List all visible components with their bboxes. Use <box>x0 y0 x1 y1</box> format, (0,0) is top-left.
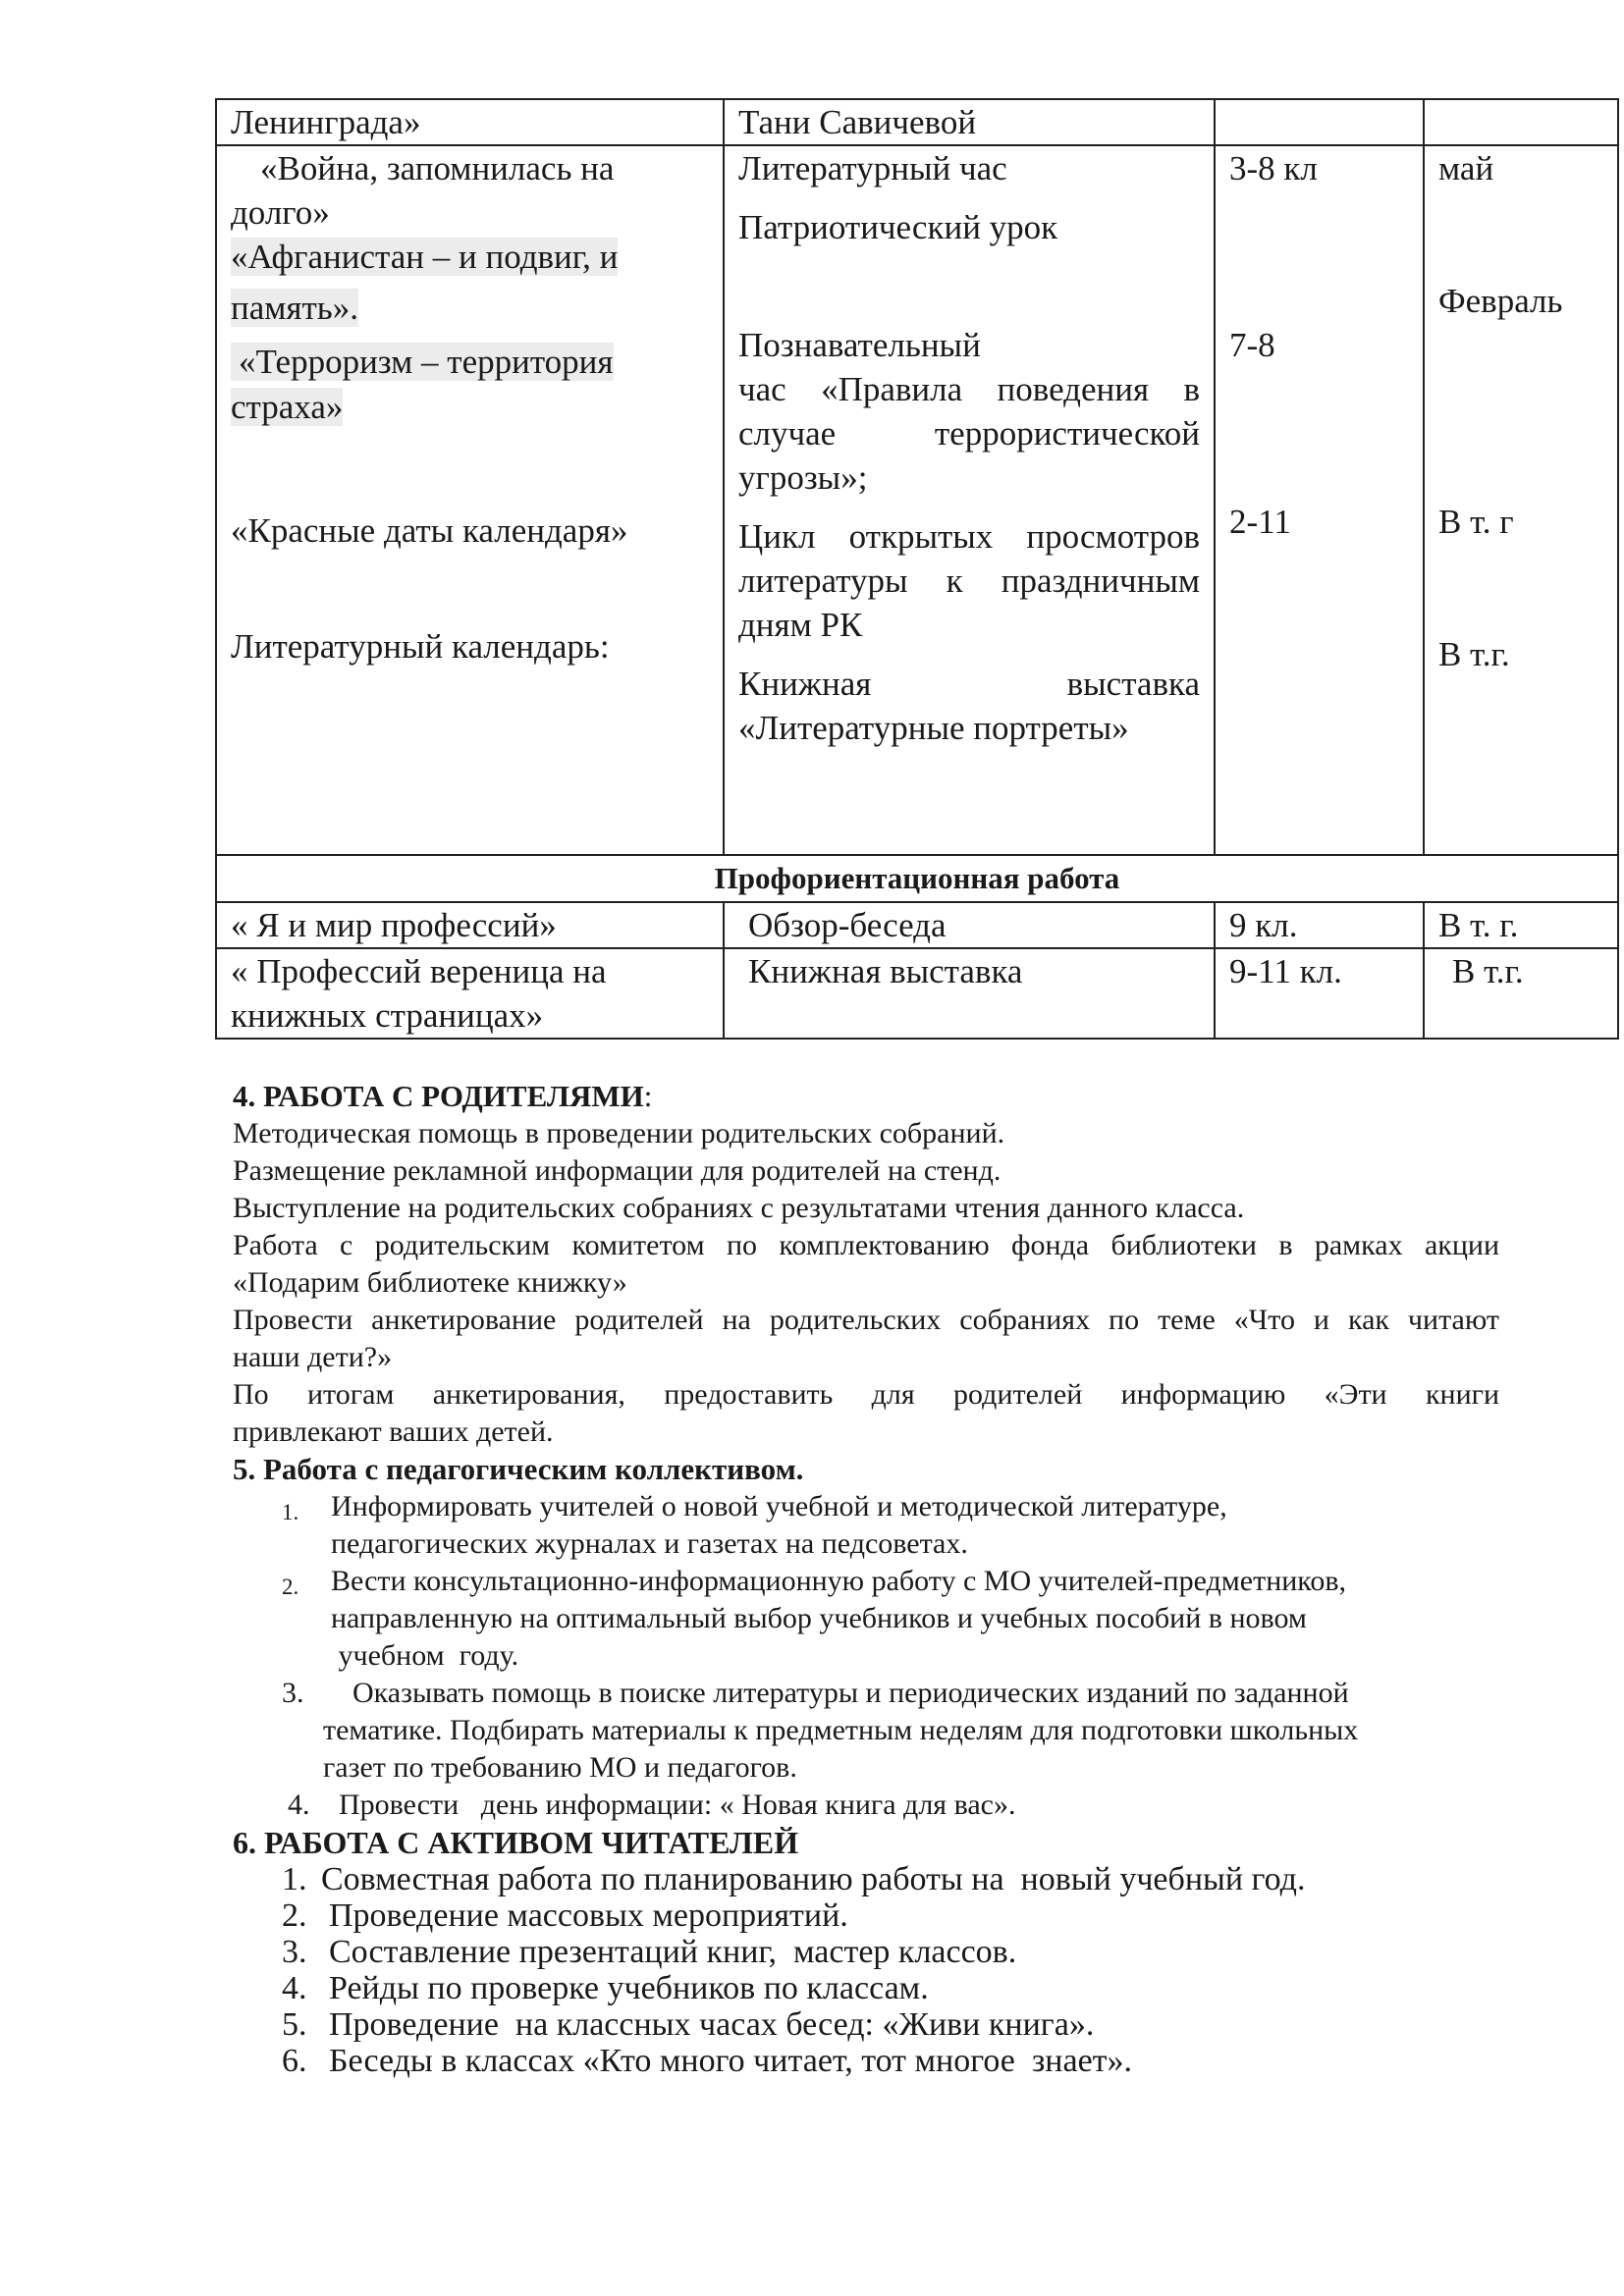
date-during-year-2: В т.г. <box>1438 635 1510 673</box>
list-item: 3. Составление презентаций книг, мастер классов. <box>282 1934 1017 1970</box>
section-row <box>216 855 1618 902</box>
paragraph-line: Провести анкетирование родителей на родительских собраниях по теме «Что и как читают <box>233 1304 1499 1336</box>
table-cell: В т. г. <box>1424 902 1618 948</box>
form-book-exhibition: Книжная выставка <box>738 665 1200 703</box>
section-heading: 5. Работа с педагогическим коллективом. <box>233 1452 804 1486</box>
list-item: 2. Проведение массовых мероприятий. <box>282 1897 848 1934</box>
table-cell: Обзор-беседа <box>724 902 1215 948</box>
event-terrorism-cont: страха» <box>231 388 344 426</box>
date-during-year: В т. г <box>1438 503 1514 541</box>
paragraph-line: Методическая помощь в проведении родительских собраний. <box>233 1117 1005 1149</box>
table-row <box>216 902 1618 948</box>
form-rules: час «Правила поведения в <box>738 370 1200 408</box>
event-afghanistan-cont: память». <box>231 289 359 327</box>
table-row <box>216 145 1618 855</box>
paragraph-line: «Подарим библиотеке книжку» <box>233 1266 627 1299</box>
form-patriotic-lesson: Патриотический урок <box>738 208 1058 246</box>
section-parents <box>233 1078 1499 2079</box>
plan-table <box>215 98 1619 1040</box>
list-item: 3. Оказывать помощь в поиске литературы и периодических изданий по заданной тематике. Подбирать материалы к предметным неделям для подготовки школьных газет по требованию МО и педагогов. <box>282 1677 1359 1784</box>
list-item: 5. Проведение на классных часах бесед: «Живи книга». <box>282 2006 1095 2043</box>
paragraph-line: привлекают ваших детей. <box>233 1415 554 1448</box>
table-cell: В т.г. <box>1424 948 1618 1039</box>
list-item: 1. Совместная работа по планированию работы на новый учебный год. <box>282 1861 1306 1897</box>
events-cell <box>216 145 724 855</box>
table-cell <box>1215 99 1424 145</box>
table-cell: « Профессий вереница на книжных страницах» <box>216 948 724 1039</box>
date-february: Февраль <box>1438 282 1563 320</box>
section-heading: 6. РАБОТА С АКТИВОМ ЧИТАТЕЛЕЙ <box>233 1825 799 1860</box>
paragraph-line: Работа с родительским комитетом по комплектованию фонда библиотеки в рамках акции <box>233 1229 1499 1261</box>
event-red-dates: «Красные даты календаря» <box>231 511 628 550</box>
list-item: 2. Вести консультационно-информационную работу с МО учителей-предметников, направленную на оптимальный выбор учебников и учебных пособий в новом учебном году. <box>282 1565 1347 1672</box>
class-3-8: 3-8 кл <box>1229 149 1318 187</box>
classes-cell <box>1215 145 1424 855</box>
form-cognitive: Познавательный <box>738 326 981 364</box>
list-item: 4. Рейды по проверке учебников по классам. <box>282 1970 929 2006</box>
event-literary-calendar: Литературный календарь: <box>231 627 610 666</box>
dates-cell <box>1424 145 1618 855</box>
form-literary-portraits: «Литературные портреты» <box>738 709 1129 747</box>
section-heading: 4. РАБОТА С РОДИТЕЛЯМИ: <box>233 1079 653 1113</box>
table-cell: Книжная выставка <box>724 948 1215 1039</box>
class-7-8: 7-8 <box>1229 326 1275 364</box>
list-item: 6. Беседы в классах «Кто много читает, тот многое знает». <box>282 2043 1133 2079</box>
section-title: Профориентационная работа <box>216 855 1618 902</box>
forms-cell <box>724 145 1215 855</box>
table-cell: Тани Савичевой <box>724 99 1215 145</box>
class-2-11: 2-11 <box>1229 503 1291 541</box>
table-cell: 9 кл. <box>1215 902 1424 948</box>
table-cell <box>1424 99 1618 145</box>
form-literature: литературы к праздничным <box>738 561 1200 600</box>
table-row <box>216 948 1618 1039</box>
table-cell: 9-11 кл. <box>1215 948 1424 1039</box>
date-may: май <box>1438 149 1494 187</box>
form-case: случае террористической <box>738 414 1200 453</box>
list-item: 1. Информировать учителей о новой учебной и методической литературе, педагогических журналах и газетах на педсоветах. <box>282 1490 1227 1560</box>
list-item: 4. Провести день информации: « Новая книга для вас». <box>288 1789 1016 1821</box>
table-cell: « Я и мир профессий» <box>216 902 724 948</box>
event-terrorism: «Терроризм – территория <box>231 343 614 381</box>
table-cell: Ленинграда» <box>216 99 724 145</box>
form-days-rk: дням РК <box>738 606 863 644</box>
paragraph-line: Выступление на родительских собраниях с результатами чтения данного класса. <box>233 1192 1245 1224</box>
form-open-views: Цикл открытых просмотров <box>738 517 1200 556</box>
paragraph-line: наши дети?» <box>233 1341 393 1373</box>
event-war-cont: долго» <box>231 193 330 232</box>
paragraph-line: Размещение рекламной информации для родителей на стенд. <box>233 1154 1001 1187</box>
event-war: «Война, запомнилась на <box>260 149 615 187</box>
form-literary-hour: Литературный час <box>738 149 1007 187</box>
event-afghanistan: «Афганистан – и подвиг, и <box>231 238 619 276</box>
paragraph-line: По итогам анкетирования, предоставить для родителей информацию «Эти книги <box>233 1378 1499 1411</box>
table-row <box>216 99 1618 145</box>
form-threat: угрозы»; <box>738 458 868 497</box>
